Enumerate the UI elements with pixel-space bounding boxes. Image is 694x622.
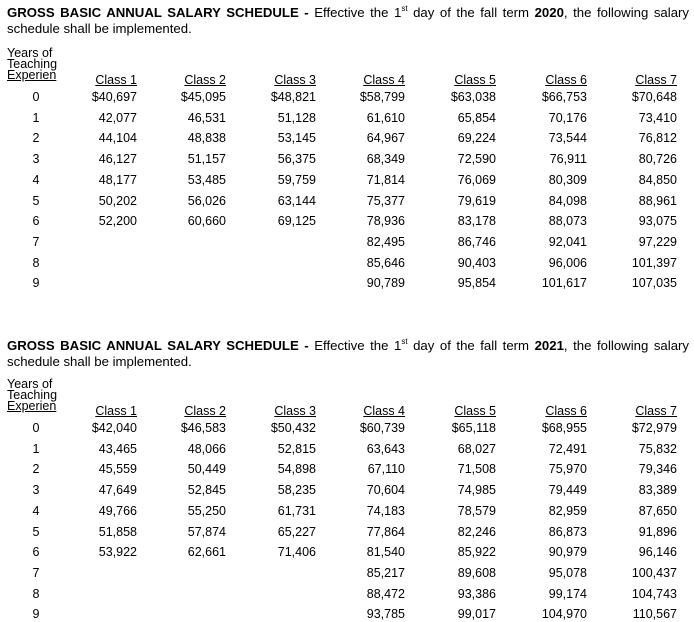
class-header: Class 4 bbox=[363, 73, 405, 87]
heading-text-pre: Effective the 1 bbox=[308, 5, 402, 20]
heading-text-mid: day of the fall term bbox=[407, 338, 535, 353]
class-header: Class 1 bbox=[95, 404, 137, 418]
salary-cell: 89,608 bbox=[457, 565, 496, 580]
salary-cell: 79,619 bbox=[457, 193, 496, 208]
salary-cell: $60,739 bbox=[359, 421, 405, 435]
years-label-line: Experien bbox=[7, 399, 57, 413]
salary-cell: 56,026 bbox=[187, 193, 226, 208]
salary-cell: 50,202 bbox=[98, 193, 137, 208]
salary-cell: 47,649 bbox=[98, 483, 137, 498]
class-header: Class 6 bbox=[545, 73, 587, 87]
salary-cell: 68,349 bbox=[366, 152, 405, 167]
salary-cell: 75,377 bbox=[366, 193, 405, 208]
salary-cell: 70,604 bbox=[366, 483, 405, 498]
salary-cell: 84,850 bbox=[638, 172, 677, 187]
salary-cell: 95,854 bbox=[457, 276, 496, 291]
salary-cell: 83,178 bbox=[457, 214, 496, 229]
class-header: Class 3 bbox=[274, 73, 316, 87]
salary-cell: 53,922 bbox=[98, 545, 137, 560]
salary-cell: 99,017 bbox=[457, 607, 496, 622]
salary-cell: 54,898 bbox=[277, 462, 316, 477]
salary-cell: 85,922 bbox=[457, 545, 496, 560]
salary-cell: 52,845 bbox=[187, 483, 226, 498]
salary-cell: $72,979 bbox=[631, 421, 677, 435]
salary-cell: 79,346 bbox=[638, 462, 677, 477]
salary-cell: 76,911 bbox=[549, 152, 587, 167]
salary-cell: $65,118 bbox=[451, 421, 496, 435]
salary-cell: 110,567 bbox=[632, 607, 677, 622]
salary-cell: 51,157 bbox=[187, 152, 226, 167]
class-header: Class 2 bbox=[184, 73, 226, 87]
salary-cell: 57,874 bbox=[187, 524, 226, 539]
salary-cell: 72,491 bbox=[548, 441, 587, 456]
years-cell: 6 bbox=[32, 545, 40, 560]
salary-cell: 52,200 bbox=[98, 214, 137, 229]
salary-cell: $48,821 bbox=[270, 90, 316, 104]
salary-cell: 85,646 bbox=[366, 255, 405, 270]
salary-cell: 69,125 bbox=[277, 214, 316, 229]
salary-cell: 79,449 bbox=[548, 483, 587, 498]
years-experience-label bbox=[7, 379, 57, 412]
years-experience-label bbox=[7, 48, 57, 81]
years-cell: 9 bbox=[32, 607, 40, 622]
salary-cell: 97,229 bbox=[638, 234, 677, 249]
salary-cell: 48,066 bbox=[187, 441, 226, 456]
salary-cell: 71,814 bbox=[366, 172, 405, 187]
salary-cell: 80,726 bbox=[638, 152, 677, 167]
salary-cell: 61,610 bbox=[366, 110, 405, 125]
salary-cell: 90,979 bbox=[548, 545, 587, 560]
salary-cell: 71,406 bbox=[277, 545, 316, 560]
salary-cell: 56,375 bbox=[277, 152, 316, 167]
class-header: Class 6 bbox=[545, 404, 587, 418]
heading-bold: GROSS BASIC ANNUAL SALARY SCHEDULE - bbox=[7, 338, 309, 353]
salary-cell: 101,397 bbox=[631, 255, 677, 270]
salary-cell: 104,970 bbox=[541, 607, 587, 622]
salary-cell: 50,449 bbox=[187, 462, 226, 477]
salary-cell: 42,077 bbox=[98, 110, 137, 125]
salary-cell: 88,472 bbox=[366, 586, 405, 601]
salary-cell: 55,250 bbox=[187, 503, 226, 518]
salary-cell: 64,967 bbox=[366, 131, 405, 146]
class-header: Class 5 bbox=[454, 404, 496, 418]
years-cell: 7 bbox=[32, 234, 40, 249]
salary-cell: 104,743 bbox=[631, 586, 677, 601]
salary-cell: 61,731 bbox=[277, 503, 316, 518]
years-label-line: Teaching bbox=[7, 57, 58, 71]
schedule-heading bbox=[7, 5, 689, 37]
class-header: Class 4 bbox=[363, 404, 405, 418]
salary-cell: 53,485 bbox=[187, 172, 226, 187]
salary-cell: 63,643 bbox=[366, 441, 405, 456]
salary-cell: 65,854 bbox=[457, 110, 496, 125]
salary-cell: $42,040 bbox=[91, 421, 137, 435]
salary-cell: $66,753 bbox=[541, 90, 587, 104]
salary-cell: 67,110 bbox=[367, 462, 405, 477]
salary-cell: 74,183 bbox=[366, 503, 405, 518]
salary-cell: 101,617 bbox=[541, 276, 587, 291]
salary-cell: 99,174 bbox=[548, 586, 587, 601]
salary-cell: 90,403 bbox=[457, 255, 496, 270]
salary-cell: 96,006 bbox=[548, 255, 587, 270]
salary-cell: 73,410 bbox=[638, 110, 677, 125]
salary-cell: $58,799 bbox=[359, 90, 405, 104]
years-cell: 0 bbox=[32, 90, 40, 104]
salary-cell: 100,437 bbox=[631, 565, 677, 580]
salary-cell: 52,815 bbox=[277, 441, 316, 456]
heading-sup: st bbox=[401, 336, 408, 346]
salary-cell: 90,789 bbox=[366, 276, 405, 291]
salary-cell: 91,896 bbox=[638, 524, 677, 539]
salary-cell: 82,959 bbox=[548, 503, 587, 518]
salary-cell: $63,038 bbox=[450, 90, 496, 104]
class-header: Class 5 bbox=[454, 73, 496, 87]
salary-cell: 59,759 bbox=[277, 172, 316, 187]
years-cell: 1 bbox=[32, 110, 40, 125]
class-header: Class 1 bbox=[95, 73, 137, 87]
salary-cell: 74,985 bbox=[457, 483, 496, 498]
salary-cell: 45,559 bbox=[98, 462, 137, 477]
salary-cell: 70,176 bbox=[548, 110, 587, 125]
class-header: Class 7 bbox=[635, 404, 677, 418]
salary-cell: 60,660 bbox=[187, 214, 226, 229]
schedule-heading bbox=[7, 338, 689, 370]
salary-cell: 53,145 bbox=[277, 131, 316, 146]
salary-cell: 49,766 bbox=[98, 503, 137, 518]
years-cell: 0 bbox=[32, 421, 40, 435]
salary-cell: 48,838 bbox=[187, 131, 226, 146]
years-label-line: Years of bbox=[7, 377, 53, 391]
salary-cell: 81,540 bbox=[366, 545, 405, 560]
salary-cell: 88,073 bbox=[548, 214, 587, 229]
salary-cell: 78,579 bbox=[457, 503, 496, 518]
salary-cell: 95,078 bbox=[548, 565, 587, 580]
salary-cell: 69,224 bbox=[457, 131, 496, 146]
salary-cell: 75,832 bbox=[638, 441, 677, 456]
salary-cell: 65,227 bbox=[277, 524, 316, 539]
salary-cell: $45,095 bbox=[180, 90, 226, 104]
years-cell: 8 bbox=[32, 586, 40, 601]
years-cell: 5 bbox=[32, 524, 40, 539]
salary-cell: 77,864 bbox=[366, 524, 405, 539]
salary-cell: 43,465 bbox=[98, 441, 137, 456]
salary-cell: 107,035 bbox=[631, 276, 677, 291]
heading-text-post: , the following salary schedule shall be implemented. bbox=[7, 5, 690, 36]
salary-cell: 76,812 bbox=[638, 131, 677, 146]
years-cell: 3 bbox=[32, 152, 40, 167]
years-cell: 3 bbox=[32, 483, 40, 498]
salary-cell: 62,661 bbox=[187, 545, 226, 560]
salary-cell: 93,075 bbox=[638, 214, 677, 229]
years-label-line: Experien bbox=[7, 68, 57, 82]
salary-cell: $70,648 bbox=[631, 90, 677, 104]
heading-text-pre: Effective the 1 bbox=[308, 338, 402, 353]
salary-cell: 87,650 bbox=[638, 503, 677, 518]
salary-cell: 48,177 bbox=[98, 172, 137, 187]
years-cell: 4 bbox=[32, 172, 40, 187]
salary-cell: 63,144 bbox=[277, 193, 316, 208]
salary-cell: 88,961 bbox=[638, 193, 677, 208]
years-cell: 6 bbox=[32, 214, 40, 229]
heading-text-mid: day of the fall term bbox=[407, 5, 535, 20]
years-label-line: Teaching bbox=[7, 388, 58, 402]
salary-cell: 96,146 bbox=[638, 545, 677, 560]
salary-cell: 76,069 bbox=[457, 172, 496, 187]
salary-cell: 82,246 bbox=[457, 524, 496, 539]
salary-cell: 46,127 bbox=[98, 152, 137, 167]
years-label-line: Years of bbox=[7, 46, 53, 60]
salary-cell: $68,955 bbox=[541, 421, 587, 435]
class-header: Class 7 bbox=[635, 73, 677, 87]
salary-cell: 71,508 bbox=[457, 462, 496, 477]
heading-text-post: , the following salary schedule shall be implemented. bbox=[7, 338, 690, 369]
years-cell: 2 bbox=[32, 462, 40, 477]
years-cell: 7 bbox=[32, 565, 40, 580]
salary-cell: $46,583 bbox=[180, 421, 226, 435]
years-cell: 9 bbox=[32, 276, 40, 291]
salary-cell: $40,697 bbox=[91, 90, 137, 104]
salary-cell: $50,432 bbox=[270, 421, 316, 435]
salary-cell: 72,590 bbox=[457, 152, 496, 167]
years-cell: 1 bbox=[32, 441, 40, 456]
years-cell: 8 bbox=[32, 255, 40, 270]
salary-cell: 93,386 bbox=[457, 586, 496, 601]
class-header: Class 3 bbox=[274, 404, 316, 418]
heading-year: 2021 bbox=[534, 338, 564, 353]
salary-cell: 78,936 bbox=[366, 214, 405, 229]
years-cell: 5 bbox=[32, 193, 40, 208]
years-cell: 2 bbox=[32, 131, 40, 146]
salary-cell: 86,873 bbox=[548, 524, 587, 539]
salary-cell: 85,217 bbox=[366, 565, 405, 580]
class-header: Class 2 bbox=[184, 404, 226, 418]
salary-cell: 93,785 bbox=[366, 607, 405, 622]
salary-cell: 51,128 bbox=[277, 110, 316, 125]
salary-cell: 75,970 bbox=[548, 462, 587, 477]
salary-cell: 46,531 bbox=[187, 110, 226, 125]
heading-bold: GROSS BASIC ANNUAL SALARY SCHEDULE - bbox=[7, 5, 309, 20]
salary-cell: 58,235 bbox=[277, 483, 316, 498]
salary-cell: 80,309 bbox=[548, 172, 587, 187]
salary-cell: 73,544 bbox=[548, 131, 587, 146]
salary-cell: 83,389 bbox=[638, 483, 677, 498]
salary-cell: 44,104 bbox=[98, 131, 137, 146]
years-cell: 4 bbox=[32, 503, 40, 518]
salary-cell: 86,746 bbox=[457, 234, 496, 249]
salary-cell: 92,041 bbox=[548, 234, 587, 249]
salary-cell: 84,098 bbox=[548, 193, 587, 208]
salary-cell: 68,027 bbox=[457, 441, 496, 456]
salary-cell: 82,495 bbox=[366, 234, 405, 249]
heading-year: 2020 bbox=[534, 5, 564, 20]
salary-cell: 51,858 bbox=[98, 524, 137, 539]
heading-sup: st bbox=[401, 3, 408, 13]
